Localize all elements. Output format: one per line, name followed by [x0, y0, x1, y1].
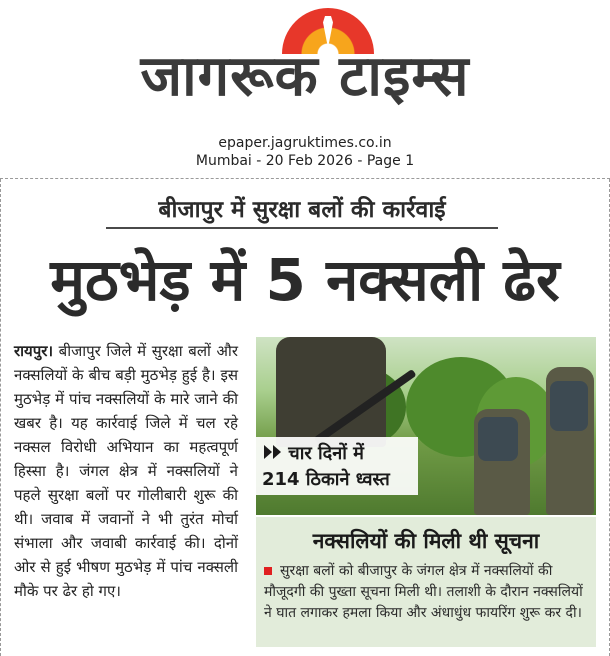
sidebar-heading: नक्सलियों की मिली थी सूचना: [312, 529, 540, 553]
caption-line-2: 214 ठिकाने ध्वस्त: [262, 469, 390, 490]
caption-text-1: चार दिनों में: [288, 443, 364, 464]
kicker-underline: [106, 227, 498, 229]
backpack-shape: [478, 417, 518, 461]
sidebar-text: [264, 561, 588, 624]
article-body: [14, 339, 238, 603]
photo-caption: [256, 437, 418, 495]
backpack-shape: [550, 381, 588, 431]
edition-dateline: Mumbai - 20 Feb 2026 - Page 1: [195, 153, 415, 169]
newspaper-logo: जागरूक टाइम्स: [140, 44, 470, 109]
sidebar-paragraph: सुरक्षा बलों को बीजापुर के जंगल क्षेत्र में नक्सलियों की मौजूदगी की पुख्ता सूचना मिली थी। तलाशी के दौरान नक्सलियों ने घात लगाकर हमला किया और अंधाधुंध फायरिंग शुरू कर दी।: [264, 563, 583, 621]
fast-forward-icon: [264, 445, 272, 459]
caption-line-1: [264, 441, 364, 465]
news-photo: [256, 337, 596, 515]
square-bullet-icon: [264, 567, 272, 575]
masthead: [0, 0, 610, 175]
fast-forward-icon: [273, 445, 281, 459]
kicker: [106, 193, 498, 233]
body-paragraph: बीजापुर जिले में सुरक्षा बलों और नक्सलियों के बीच बड़ी मुठभेड़ हुई है। इस मुठभेड़ में पांच नक्सलियों के मारे जाने की खबर है। यह कार्रवाई जिले में चल रहे नक्सल विरोधी अभियान का महत्वपूर्ण हिस्सा है। जंगल क्षेत्र में नक्सलियों ने पहले सुरक्षा बलों पर गोलीबारी शुरू की थी। जवाब में जवानों ने भी तुरंत मोर्चा संभाला और जवाबी कार्रवाई की। दोनों ओर से हुई भीषण मुठभेड़ में पांच नक्सली मौके पर ढेर हो गए।: [14, 342, 238, 600]
epaper-url[interactable]: epaper.jagruktimes.co.in: [218, 135, 392, 151]
kicker-text: बीजापुर में सुरक्षा बलों की कार्रवाई: [158, 197, 446, 223]
dateline-place: रायपुर।: [14, 342, 54, 360]
news-article: [0, 178, 610, 656]
headline: मुठभेड़ में 5 नक्सली ढेर: [50, 246, 560, 314]
sidebar-box: [256, 517, 596, 647]
